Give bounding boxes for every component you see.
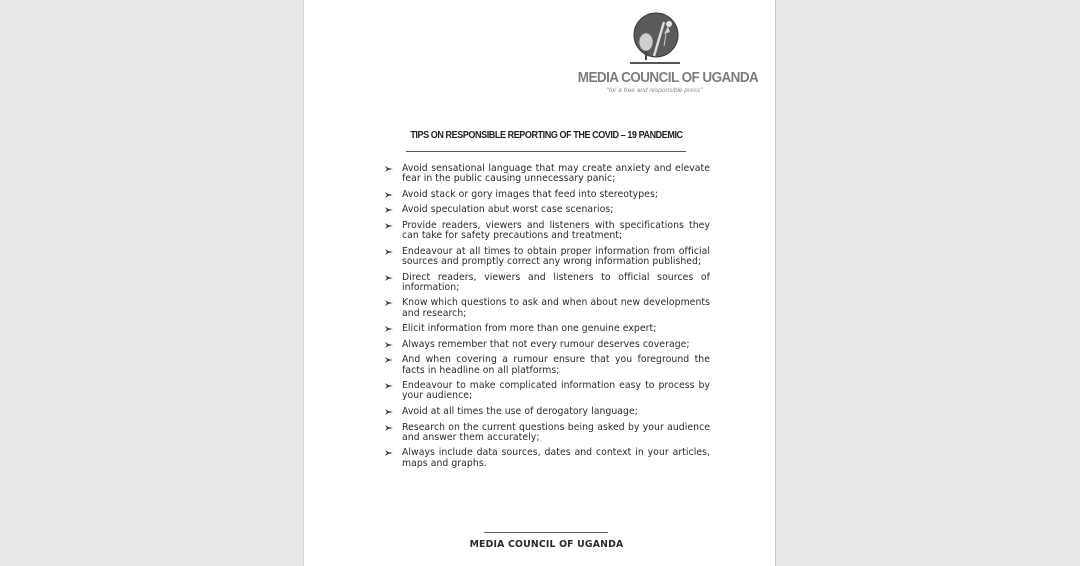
arrow-bullet-icon — [384, 221, 394, 231]
tip-text: Avoid stack or gory images that feed into stereotypes; — [402, 188, 659, 200]
tip-text: Avoid at all times the use of derogatory language; — [402, 405, 638, 417]
arrow-bullet-icon — [384, 448, 394, 458]
arrow-bullet-icon — [384, 298, 394, 308]
arrow-bullet-icon — [384, 355, 394, 365]
arrow-bullet-icon — [384, 205, 394, 215]
arrow-bullet-icon — [384, 190, 394, 200]
tip-text: Avoid sensational language that may create anxiety and elevate fear in the public causing unnecessary panic; — [402, 163, 710, 185]
list-item — [384, 164, 710, 184]
arrow-bullet-icon — [384, 324, 394, 334]
list-item — [384, 205, 710, 215]
tip-text: Direct readers, viewers and listeners to official sources of information; — [402, 271, 710, 293]
arrow-bullet-icon — [384, 381, 394, 391]
arrow-bullet-icon — [384, 423, 394, 433]
title-divider — [406, 151, 686, 152]
list-item — [384, 298, 710, 318]
list-item — [384, 221, 710, 241]
tip-text: Always remember that not every rumour deserves coverage; — [402, 338, 690, 350]
arrow-bullet-icon — [384, 273, 394, 283]
tip-text: Know which questions to ask and when about new developments and research; — [402, 297, 710, 319]
media-council-logo — [624, 10, 684, 68]
tip-text: Research on the current questions being asked by your audience and answer them accurately; — [402, 421, 710, 443]
tip-text: Provide readers, viewers and listeners with specifications they can take for safety precautions and treatment; — [402, 219, 710, 242]
footer-divider — [484, 532, 608, 533]
list-item — [384, 381, 710, 401]
document-title: TIPS ON RESPONSIBLE REPORTING OF THE COVID – 19 PANDEMIC — [410, 129, 683, 141]
list-item — [384, 423, 710, 443]
arrow-bullet-icon — [384, 164, 394, 174]
footer-org-name: MEDIA COUNCIL OF UGANDA — [469, 539, 624, 550]
list-item — [384, 407, 710, 417]
list-item — [384, 340, 710, 350]
letterhead-tagline: "for a free and responsible press" — [606, 87, 703, 94]
arrow-bullet-icon — [384, 407, 394, 417]
letterhead-org-name: MEDIA COUNCIL OF UGANDA — [577, 70, 759, 86]
tip-text: Always include data sources, dates and context in your articles, maps and graphs. — [402, 447, 710, 469]
arrow-bullet-icon — [384, 247, 394, 257]
tip-text: Avoid speculation abut worst case scenarios; — [402, 204, 614, 216]
tip-text: And when covering a rumour ensure that you foreground the facts in headline on all platforms; — [402, 354, 710, 376]
arrow-bullet-icon — [384, 340, 394, 350]
tip-text: Elicit information from more than one genuine expert; — [402, 323, 657, 335]
list-item — [384, 324, 710, 334]
list-item — [384, 273, 710, 293]
list-item — [384, 448, 710, 468]
tip-text: Endeavour to make complicated information easy to process by your audience; — [402, 380, 710, 402]
list-item — [384, 247, 710, 267]
document-page — [303, 0, 776, 566]
tip-text: Endeavour at all times to obtain proper information from official sources and promptly correct any wrong information published; — [402, 245, 710, 267]
tips-list — [384, 164, 710, 474]
list-item — [384, 190, 710, 200]
list-item — [384, 355, 710, 375]
